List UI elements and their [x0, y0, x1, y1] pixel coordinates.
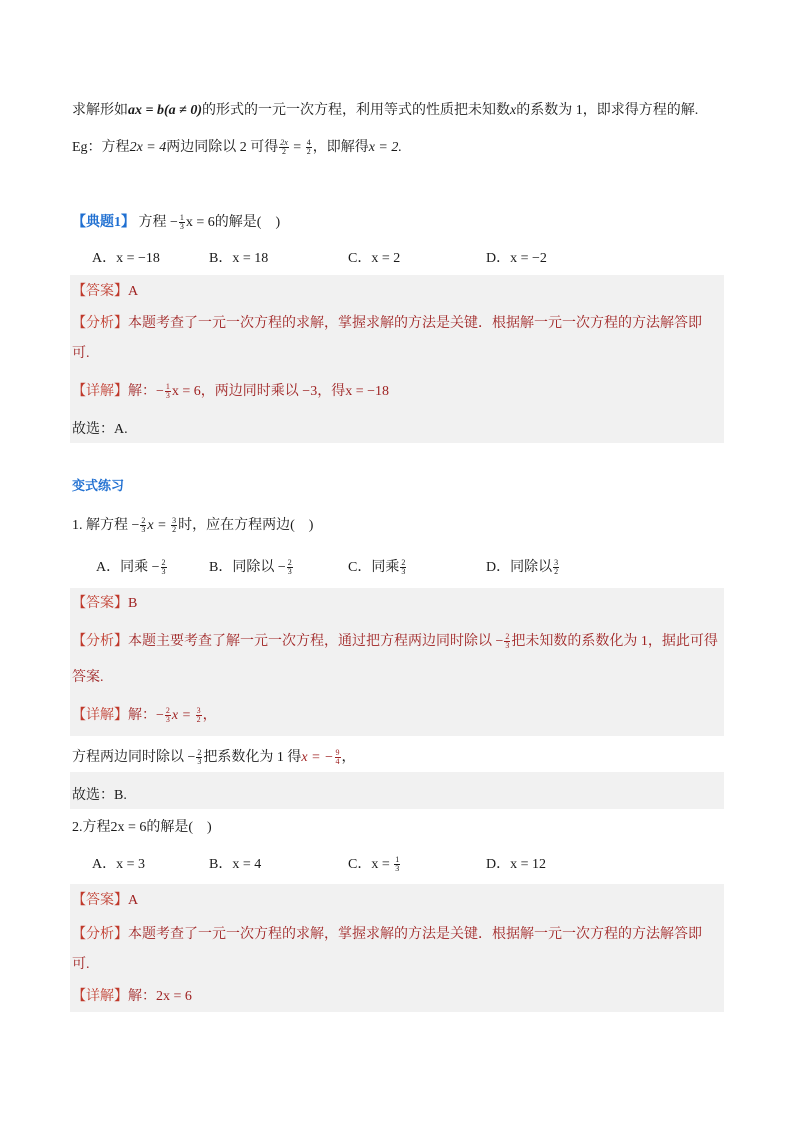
eg-text: 两边同除以 2 可得 — [166, 140, 279, 155]
example1-tag: 【典题1】 — [72, 215, 135, 230]
eg-equals: = — [289, 140, 305, 155]
example1-choice-a: A．x = −18 — [92, 251, 160, 266]
step-result-fraction: $\frac{9}{4}$ — [335, 748, 340, 767]
analysis-tag: 【分析】 — [72, 634, 128, 649]
practice-title: 变式练习 — [72, 478, 125, 493]
step-text: 方程两边同时除以 − — [72, 750, 196, 765]
q1-fraction-1: $\frac{2}{3}$ — [141, 516, 146, 535]
q1-conclusion: 故选：B. — [72, 788, 127, 803]
detail-tag: 【详解】 — [72, 708, 128, 723]
intro-text-3: 的系数为 1，即求得方程的解. — [516, 103, 699, 118]
detail-text-2: x = 6，两边同时乘以 −3，得x = −18 — [171, 384, 389, 399]
example1-detail — [72, 382, 389, 402]
q1-text-3: 时，应在方程两边( ) — [178, 518, 314, 533]
detail-tag: 【详解】 — [72, 989, 128, 1004]
q2-choice-d: D．x = 12 — [486, 857, 547, 872]
eg-fraction-2: $\frac{4}{2}$ — [306, 138, 311, 157]
answer-tag: 【答案】 — [72, 893, 128, 908]
example1-choice-c: C．x = 2 — [348, 251, 401, 266]
example1-choice-d: D．x = −2 — [486, 251, 547, 266]
intro-line-1 — [72, 101, 698, 121]
detail-fraction-1: $\frac{2}{3}$ — [165, 706, 170, 725]
intro-text: 求解形如 — [72, 103, 128, 118]
q2-choice-b: B．x = 4 — [209, 857, 262, 872]
detail-text: 解：2x = 6 — [128, 989, 192, 1004]
step-fraction: $\frac{2}{3}$ — [197, 748, 202, 767]
q1-step — [72, 748, 356, 768]
analysis-text: 本题考查了一元一次方程的求解，掌握求解的方法是关键．根据解一元一次方程的方法解答即 — [128, 927, 702, 942]
q1-analysis-line-2: 答案. — [72, 670, 104, 685]
q1-text-2: x = — [147, 518, 171, 533]
detail-fraction: $\frac{1}{3}$ — [165, 382, 170, 401]
intro-line-2 — [72, 138, 402, 158]
q1-solution-block — [70, 588, 724, 809]
q1-question — [72, 516, 313, 536]
example1-question-text-2: x = 6的解是( ) — [185, 215, 281, 230]
q1-choice-d: D．同除以 $\frac{3}{2}$ — [486, 558, 559, 577]
analysis-text: 本题主要考查了解一元一次方程，通过把方程两边同时除以 − — [128, 634, 504, 649]
answer-tag: 【答案】 — [72, 284, 128, 299]
q1-analysis — [72, 632, 718, 652]
q1-answer — [72, 594, 137, 614]
intro-equation: ax = b(a ≠ 0) — [128, 103, 202, 118]
eg-result: x = 2. — [368, 140, 402, 155]
detail-text-2: x = — [171, 708, 195, 723]
q1-detail — [72, 706, 217, 726]
q1-choice-a: A．同乘 − $\frac{2}{3}$ — [96, 558, 166, 577]
answer-value: A — [128, 893, 139, 908]
example1-question — [72, 213, 280, 233]
intro-variable: x — [510, 103, 517, 118]
example1-analysis-line-2: 可. — [72, 346, 90, 361]
q2-choice-c: C．x = $\frac{1}{3}$ — [348, 855, 400, 874]
analysis-tag: 【分析】 — [72, 316, 128, 331]
example1-analysis — [72, 314, 702, 334]
answer-value: B — [128, 596, 138, 611]
detail-text-3: ， — [202, 708, 217, 723]
q1-choice-c: C．同乘 $\frac{2}{3}$ — [348, 558, 406, 577]
detail-tag: 【详解】 — [72, 384, 128, 399]
analysis-text: 本题考查了一元一次方程的求解，掌握求解的方法是关键．根据解一元一次方程的方法解答即 — [128, 316, 702, 331]
analysis-fraction: $\frac{2}{3}$ — [505, 632, 510, 651]
q2-detail — [72, 987, 192, 1007]
analysis-text-2: 把未知数的系数化为 1，据此可得 — [511, 634, 718, 649]
q1-fraction-2: $\frac{3}{2}$ — [172, 516, 177, 535]
eg-fraction-1: $\frac{2x}{2}$ — [280, 138, 288, 157]
step-result: x = − — [301, 750, 334, 765]
example1-solution-block — [70, 275, 724, 443]
eg-text-2: ，即解得 — [312, 140, 369, 155]
example1-question-text: 方程 − — [138, 215, 178, 230]
example1-choice-b: B．x = 18 — [209, 251, 269, 266]
detail-text: 解：− — [128, 708, 164, 723]
q2-choice-a: A．x = 3 — [92, 857, 146, 872]
analysis-tag: 【分析】 — [72, 927, 128, 942]
q2-analysis — [72, 925, 702, 945]
eg-label: Eg：方程 — [72, 140, 130, 155]
answer-tag: 【答案】 — [72, 596, 128, 611]
example1-fraction: $\frac{1}{3}$ — [179, 213, 184, 232]
step-text-3: ， — [341, 750, 356, 765]
q2-analysis-line-2: 可. — [72, 957, 90, 972]
q2-question: 2.方程2x = 6的解是( ) — [72, 820, 212, 835]
eg-equation: 2x = 4 — [129, 140, 167, 155]
q1-choice-b: B．同除以 − $\frac{2}{3}$ — [209, 558, 292, 577]
intro-text-2: 的形式的一元一次方程，利用等式的性质把未知数 — [202, 103, 510, 118]
example1-answer — [72, 282, 138, 302]
detail-text: 解：− — [128, 384, 164, 399]
step-text-2: 把系数化为 1 得 — [203, 750, 302, 765]
q2-answer — [72, 891, 138, 911]
answer-value: A — [128, 284, 139, 299]
q1-text: 1. 解方程 − — [72, 518, 140, 533]
example1-conclusion: 故选：A. — [72, 422, 128, 437]
detail-fraction-2: $\frac{3}{2}$ — [196, 706, 201, 725]
